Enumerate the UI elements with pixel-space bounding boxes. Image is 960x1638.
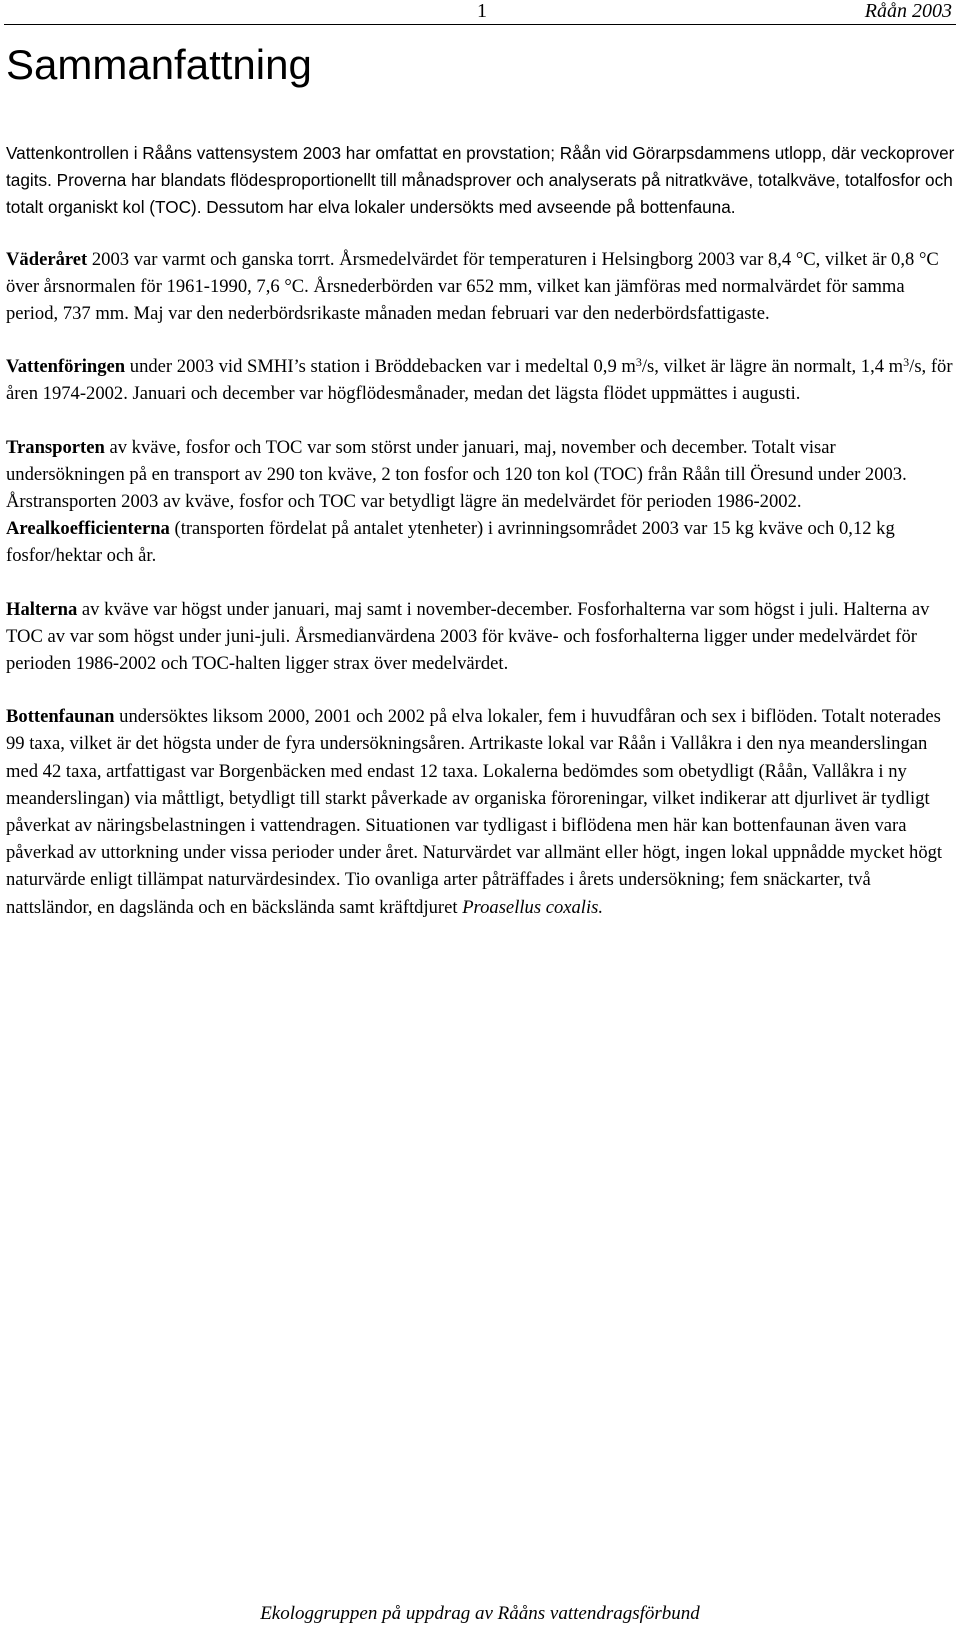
- transport-text-b: (transporten fördelat på antalet ytenheter) i avrinningsområdet 2003 var 15 kg kväve och 0,12 kg fosfor/hektar och år.: [6, 518, 895, 567]
- flow-superscript-a: 3: [635, 355, 642, 370]
- flow-paragraph: [6, 353, 956, 407]
- page-footer: Ekologgruppen på uppdrag av Rååns vattendragsförbund: [260, 1603, 700, 1624]
- running-head: Råån 2003: [864, 0, 952, 22]
- transport-lead: Transporten: [6, 436, 105, 458]
- levels-text: av kväve var högst under januari, maj samt i november-december. Fosforhalterna var som högst i juli. Halterna av TOC av var som högst under juni-juli. Årsmedianvärdena 2003 för kväve- och fosforhalterna ligger under medelvärdet för perioden 1986-2002 och TOC-halten ligger strax över medelvärdet.: [6, 598, 930, 675]
- page-title: Sammanfattning: [6, 41, 312, 88]
- page-number: 1: [477, 0, 487, 22]
- transport-text-a: av kväve, fosfor och TOC var som störst under januari, maj, november och december. Totalt visar undersökningen på en transport av 290 ton kväve, 2 ton fosfor och 120 ton kol (TOC) från Råån till Öresund under 2003. Årstransporten 2003 av kväve, fosfor och TOC var betydligt lägre än medelvärdet för perioden 1986-2002.: [6, 436, 907, 513]
- flow-text-b: /s, vilket är lägre än normalt, 1,4 m: [641, 356, 904, 378]
- document-body: [6, 140, 956, 947]
- flow-text-c: /s, för åren 1974-2002. Januari och december var högflödesmånader, medan det lägsta flödet uppmättes i augusti.: [6, 356, 953, 405]
- fauna-species: Proasellus coxalis.: [462, 896, 604, 918]
- weather-text: 2003 var varmt och ganska torrt. Årsmedelvärdet för temperaturen i Helsingborg 2003 var 8,4 °C, vilket är 0,8 °C över årsnormalen för 1961-1990, 7,6 °C. Årsnederbörden var 652 mm, vilket kan jämföras med normalvärdet för samma period, 737 mm. Maj var den nederbördsrikaste månaden medan februari var den nederbördsfattigaste.: [6, 248, 939, 325]
- fauna-lead: Bottenfaunan: [6, 706, 115, 728]
- fauna-paragraph: [6, 703, 956, 921]
- page-header: [4, 0, 956, 25]
- weather-paragraph: [6, 246, 956, 328]
- weather-lead: Väderåret: [6, 248, 88, 270]
- flow-superscript-b: 3: [903, 355, 910, 370]
- transport-lead-b: Arealkoefficienterna: [6, 518, 170, 540]
- levels-paragraph: [6, 596, 956, 678]
- transport-paragraph: [6, 434, 956, 570]
- intro-paragraph: Vattenkontrollen i Rååns vattensystem 2003 har omfattat en provstation; Råån vid Görarpsdammens utlopp, där veckoprover tagits. Proverna har blandats flödesproportionellt till månadsprover och analyserats på nitratkväve, totalkväve, totalfosfor och totalt organiskt kol (TOC). Dessutom har elva lokaler undersökts med avseende på bottenfauna.: [6, 143, 955, 218]
- fauna-text: undersöktes liksom 2000, 2001 och 2002 på elva lokaler, fem i huvudfåran och sex i biflöden. Totalt noterades 99 taxa, vilket är det högsta under de fyra undersökningsåren. Artrikaste lokal var Råån i Vallåkra i den nya meanderslingan med 42 taxa, artfattigast var Borgenbäcken med endast 12 taxa. Lokalerna bedömdes som obetydligt (Råån, Vallåkra i ny meanderslingan) via måttligt, betydligt till starkt påverkade av organiska föroreningar, vilket indikerar att djurlivet är tydligt påverkat av näringsbelastningen i vattendragen. Situationen var tydligast i biflödena men här kan bottenfaunan även vara påverkad av uttorkning under vissa perioder under året. Naturvärdet var allmänt eller högt, ingen lokal uppnådde mycket högt naturvärde enligt tillämpat naturvärdesindex. Tio ovanliga arter påträffades i årets undersökning; fem snäckarter, två nattsländor, en dagslända och en bäcksländа samt kräftdjuret: [6, 706, 943, 918]
- flow-lead: Vattenföringen: [6, 356, 126, 378]
- levels-lead: Halterna: [6, 598, 78, 620]
- flow-text-a: under 2003 vid SMHI’s station i Bröddebacken var i medeltal 0,9 m: [125, 356, 636, 378]
